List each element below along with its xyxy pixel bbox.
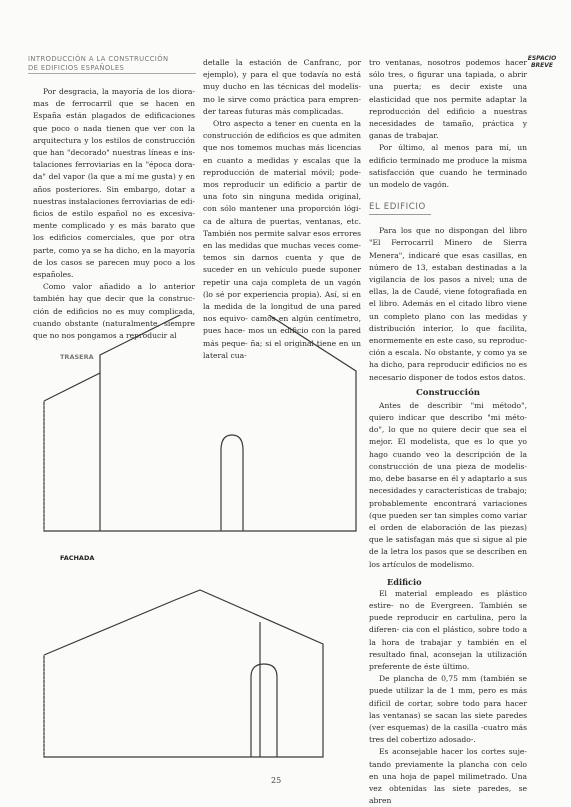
header-title-line2: DE EDIFICIOS ESPAÑOLES	[28, 64, 196, 74]
col3-paragraph-3: Para los que no dispongan del libro "El Ferrocarril Minero de Sierra Menera", indicaré que esas casillas, en número de 13, estaban destinadas a la vigilancia de los pasos a nivel; una de ellas, la de Caudé, viene fotografiada en el libro. Además en el citado libro viene un completo plano con las medidas y distribución interior, lo que facilita, enormemente en este caso, su reproduc- ción a escala. No obstante, y como ya se ha dicho, para reproducir edificios no es necesario disponer de todos estos datos.	[369, 226, 527, 382]
col3-paragraph-2: Por último, al menos para mí, un edificio terminado me produce la misma satisfacción que cuando he terminado un modelo de vagón.	[369, 143, 527, 190]
col1-paragraph-1: Por desgracia, la mayoría de los diora- mas de ferrocarril que se hacen en España están plagados de edificaciones que poco o nada tienen que ver con la arquitectura y los estilos de construcción que han "decorado" nuestras líneas e ins- talaciones ferroviarias en la "época dora- da" del vapor (la que a mí me gusta) y en años posteriores. Sin embargo, dotar a nuestras instalaciones ferroviarias de edi- ficios de estilo español no es excesiva- mente complicado y es más barato que los edificios comerciales, que por otra parte, como ya se ha dicho, en la mayoría de los casos se parecen muy poco a los españoles.	[33, 87, 195, 280]
subheading-edificio: Edificio	[387, 576, 422, 587]
facade-outline	[44, 590, 323, 757]
col3-paragraph-6: De plancha de 0,75 mm (también se puede utilizar la de 1 mm, pero es más difícil de cortar, sobre todo para hacer las ventanas) se sacan las siete paredes (ver esquemas) de la casilla -cuatro más tres del cobertizo adosado-.	[369, 674, 527, 745]
col1-paragraph-2: Como valor añadido a lo anterior también hay que decir que la construc- ción de edificios no es muy complicada, cuando obstante (naturalmente, siempre que no nos pongamos a reproducir al	[33, 282, 195, 341]
header-title-line1: INTRODUCCIÓN A LA CONSTRUCCIÓN	[28, 55, 169, 63]
col3-paragraph-4: Antes de describir "mi método", quiero indicar que describo "mi méto- do", lo que no quiere decir que sea el mejor. El modelista, que es lo que yo hago cuando veo la descripción de la construcción de una pieza de modelis- mo, debe basarse en él y adaptarlo a sus necesidades y características de trabajo; probablemente encontrará variaciones (que pueden ser tan simples como variar el orden de elaboración de las piezas) que le satisfagan más que si sigue al pie de la letra los pasos que se describen en los artículos de modelismo.	[369, 400, 527, 569]
col3-paragraph-7: Es aconsejable hacer los cortes suje- tando previamente la plancha con celo en una hoja de papel milimetrado. Una vez obtenidas las siete paredes, se abren	[369, 747, 527, 806]
page-number: 25	[271, 776, 282, 785]
drawing-label-facade: FACHADA	[60, 554, 95, 562]
col2-paragraph-1: detalle la estación de Canfranc, por ejemplo), y para el que todavía no está muy ducho en las técnicas del modelis- mo le sirve como práctica para empren- der tareas futuras más complicadas.	[203, 58, 361, 116]
rear-wall-outline	[44, 315, 356, 531]
col2-paragraph-2: Otro aspecto a tener en cuenta en la construcción de edificios es que admiten que nos tomemos muchas más licencias en cuanto a medidas y escalas que la reproducción de material móvil; pode- mos reproducir un edificio a partir de una foto sin ninguna medida original, con sólo mantener una proporción lógi- ca de altura de puertas, ventanas, etc. También nos permite salvar esos errores en las medidas que muchas veces come- temos sin darnos cuenta y que de suceder en un vehículo puede suponer repetir una caja completa de un vagón (lo sé por experiencia propia). Así, si en la medida de la longitud de una pared nos equivo- camos en algún centímetro, pues hace- mos un edificio con la pared más peque- ña; si el original tiene en un lateral cua-	[203, 119, 361, 360]
rear-wall-window	[221, 435, 243, 531]
column-1	[33, 86, 195, 342]
facade-door	[251, 664, 277, 757]
article-header	[28, 55, 196, 74]
section-title-el-edificio: EL EDIFICIO	[369, 202, 431, 215]
building-drawings	[30, 315, 358, 765]
col3-paragraph-1: tro ventanas, nosotros podemos hacer sólo tres, o figurar una tapiada, o abrir una puerta; es decir existe una elasticidad que nos permite adaptar la reproducción del edificio a nuestras necesidades de tamaño, práctica y ganas de trabajar.	[369, 58, 527, 141]
logo-line2: BREVE	[530, 62, 554, 69]
col3-paragraph-5: El material empleado es plástico estire- no de Evergreen. También se puede reproducir en cartulina, pero la diferen- cia con el plástico, sobre todo a la hora de trabajar y también en el resultado final, aconsejan la utilización preferente de éste último.	[369, 588, 527, 671]
column-3	[369, 57, 527, 807]
logo-line1: ESPACIO	[527, 55, 557, 62]
drawing-label-rear: TRASERA	[60, 353, 94, 361]
subheading-construccion: Construcción	[415, 387, 481, 398]
